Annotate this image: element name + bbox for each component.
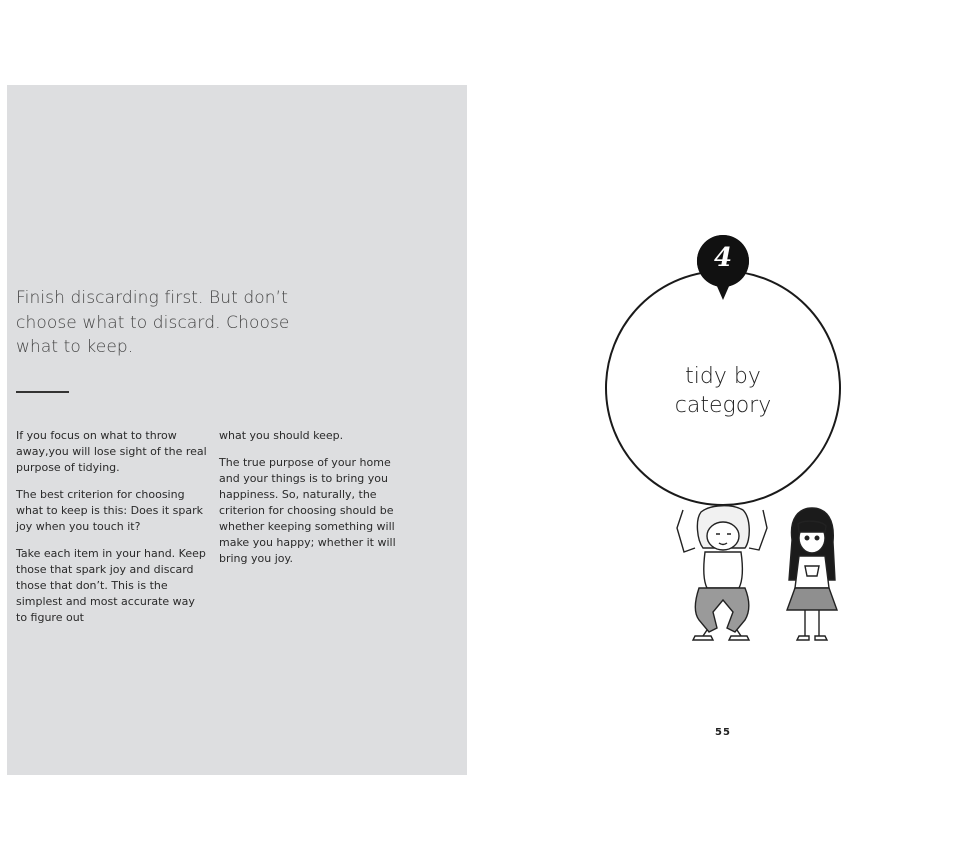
paragraph: If you focus on what to throw away,you will lose sight of the real purpose of tidying. xyxy=(16,429,207,474)
paragraph: what you should keep. xyxy=(219,429,344,442)
text-column-left xyxy=(16,428,209,637)
chapter-title xyxy=(670,362,776,420)
page-number: 55 xyxy=(715,727,731,738)
left-page-panel xyxy=(7,85,467,775)
right-page xyxy=(487,0,974,866)
chapter-title-line: category xyxy=(674,393,772,418)
figure-girl xyxy=(787,508,837,640)
text-column-right xyxy=(219,428,412,578)
figure-lifting xyxy=(677,506,767,640)
chapter-title-line: tidy by xyxy=(685,364,761,389)
page-headline: Finish discarding first. But don’t choose what to discard. Choose what to keep. xyxy=(16,288,290,357)
paragraph: The true purpose of your home and your things is to bring you happiness. So, naturally, the criterion for choosing should be whether keeping something will make you happy; whether it will bring you joy. xyxy=(219,456,396,565)
chapter-number: 4 xyxy=(713,243,733,273)
paragraph: The best criterion for choosing what to keep is this: Does it spark joy when you touch it? xyxy=(16,488,204,533)
divider-rule xyxy=(16,391,69,393)
paragraph: Take each item in your hand. Keep those that spark joy and discard those that don’t. This is the simplest and most accurate way to figure out xyxy=(16,547,206,624)
